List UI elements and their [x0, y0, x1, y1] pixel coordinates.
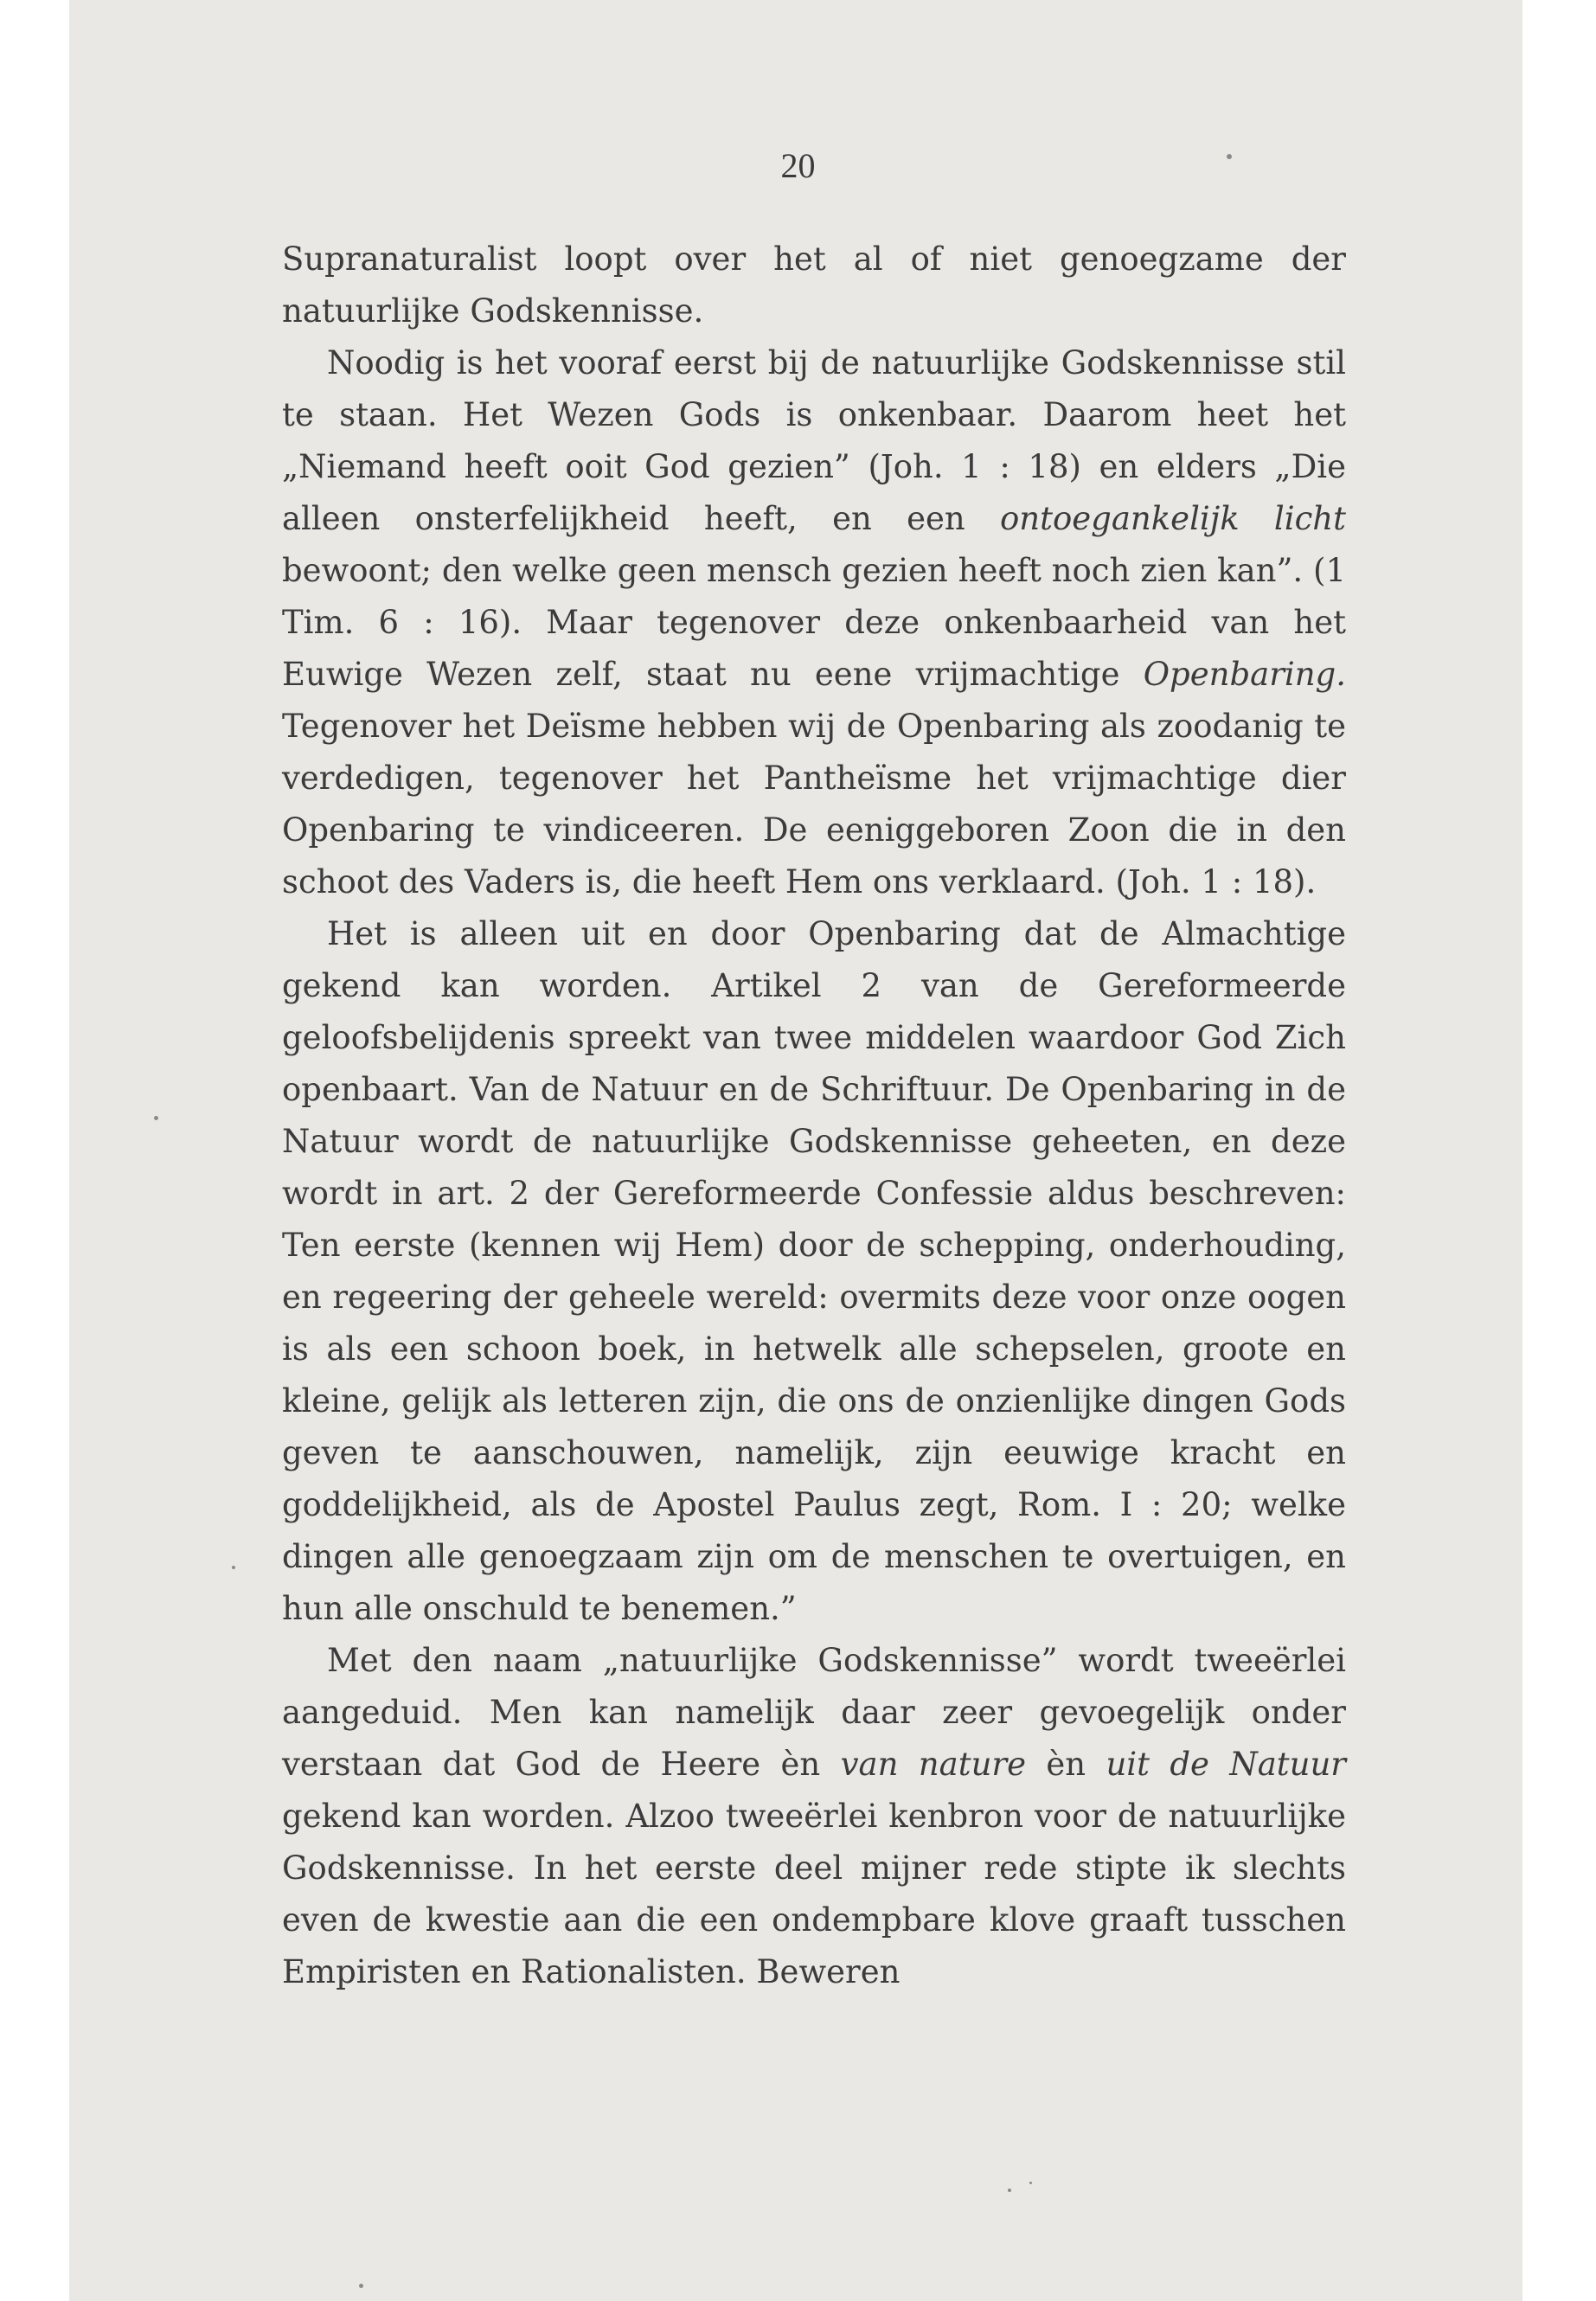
paragraph [282, 337, 1346, 908]
page-number: 20 [780, 146, 816, 185]
paragraph [282, 234, 1346, 337]
italic-text: ontoegankelijk licht [1000, 500, 1347, 537]
text-run: èn [1025, 1746, 1106, 1783]
scan-speck [359, 2284, 363, 2288]
paragraph [282, 908, 1346, 1635]
text-run: Noodig is het vooraf eerst bij de natuurlijke Godskennisse stil te staan. Het Wezen Gods is onkenbaar. Daarom heet het „Niemand heeft ooit God gezien” (Joh. 1 : 18) en elders „Die alleen onsterfelijkheid heeft, en een [282, 344, 1346, 537]
italic-text: uit de Natuur [1106, 1746, 1346, 1783]
scan-speck [154, 1116, 158, 1120]
scan-speck [1227, 154, 1232, 159]
italic-text: van nature [840, 1746, 1026, 1783]
left-margin [0, 0, 69, 2301]
scan-speck [1008, 2189, 1011, 2192]
body-text [282, 234, 1346, 1998]
text-run: Tegenover het Deïsme hebben wij de Openbaring als zoodanig te verdedigen, tegenover het Pantheïsme het vrijmachtige dier Openbaring te vindiceeren. De eeniggeboren Zoon die in den schoot des Vaders is, die heeft Hem ons verklaard. (Joh. 1 : 18). [282, 708, 1346, 901]
scan-speck [1029, 2182, 1032, 2184]
text-run: gekend kan worden. Alzoo tweeërlei kenbron voor de natuurlijke Godskennisse. In het eerste deel mijner rede stipte ik slechts even de kwestie aan die een ondempbare klove graaft tusschen Empiristen en Rationalisten. Beweren [282, 1798, 1346, 1990]
paragraph [282, 1635, 1346, 1998]
right-margin [1522, 0, 1596, 2301]
text-run: Met den naam „natuurlijke Godskennisse” wordt tweeërlei aangeduid. Men kan namelijk daar zeer gevoegelijk onder verstaan dat God de Heere èn [282, 1642, 1346, 1783]
text-run: Het is alleen uit en door Openbaring dat de Almachtige gekend kan worden. Artikel 2 van de Gereformeerde geloofsbelijdenis spreekt van twee middelen waardoor God Zich openbaart. Van de Natuur en de Schriftuur. De Openbaring in de Natuur wordt de natuurlijke Godskennisse geheeten, en deze wordt in art. 2 der Gereformeerde Confessie aldus beschreven: Ten eerste (kennen wij Hem) door de schepping, onderhouding, en regeering der geheele wereld: overmits deze voor onze oogen is als een schoon boek, in hetwelk alle schepselen, groote en kleine, gelijk als letteren zijn, die ons de onzienlijke dingen Gods geven te aanschouwen, namelijk, zijn eeuwige kracht en goddelijkheid, als de Apostel Paulus zegt, Rom. I : 20; welke dingen alle genoegzaam zijn om de menschen te overtuigen, en hun alle onschuld te benemen.” [282, 915, 1346, 1627]
text-run: Supranaturalist loopt over het al of niet genoegzame der natuurlijke Godskennisse. [282, 240, 1346, 330]
scan-speck [232, 1566, 235, 1569]
italic-text: Openbaring. [1143, 656, 1346, 693]
text-run: bewoont; den welke geen mensch gezien heeft noch zien kan”. (1 Tim. 6 : 16). Maar tegenover deze onkenbaarheid van het Euwige Wezen zelf, staat nu eene vrijmachtige [282, 552, 1346, 693]
